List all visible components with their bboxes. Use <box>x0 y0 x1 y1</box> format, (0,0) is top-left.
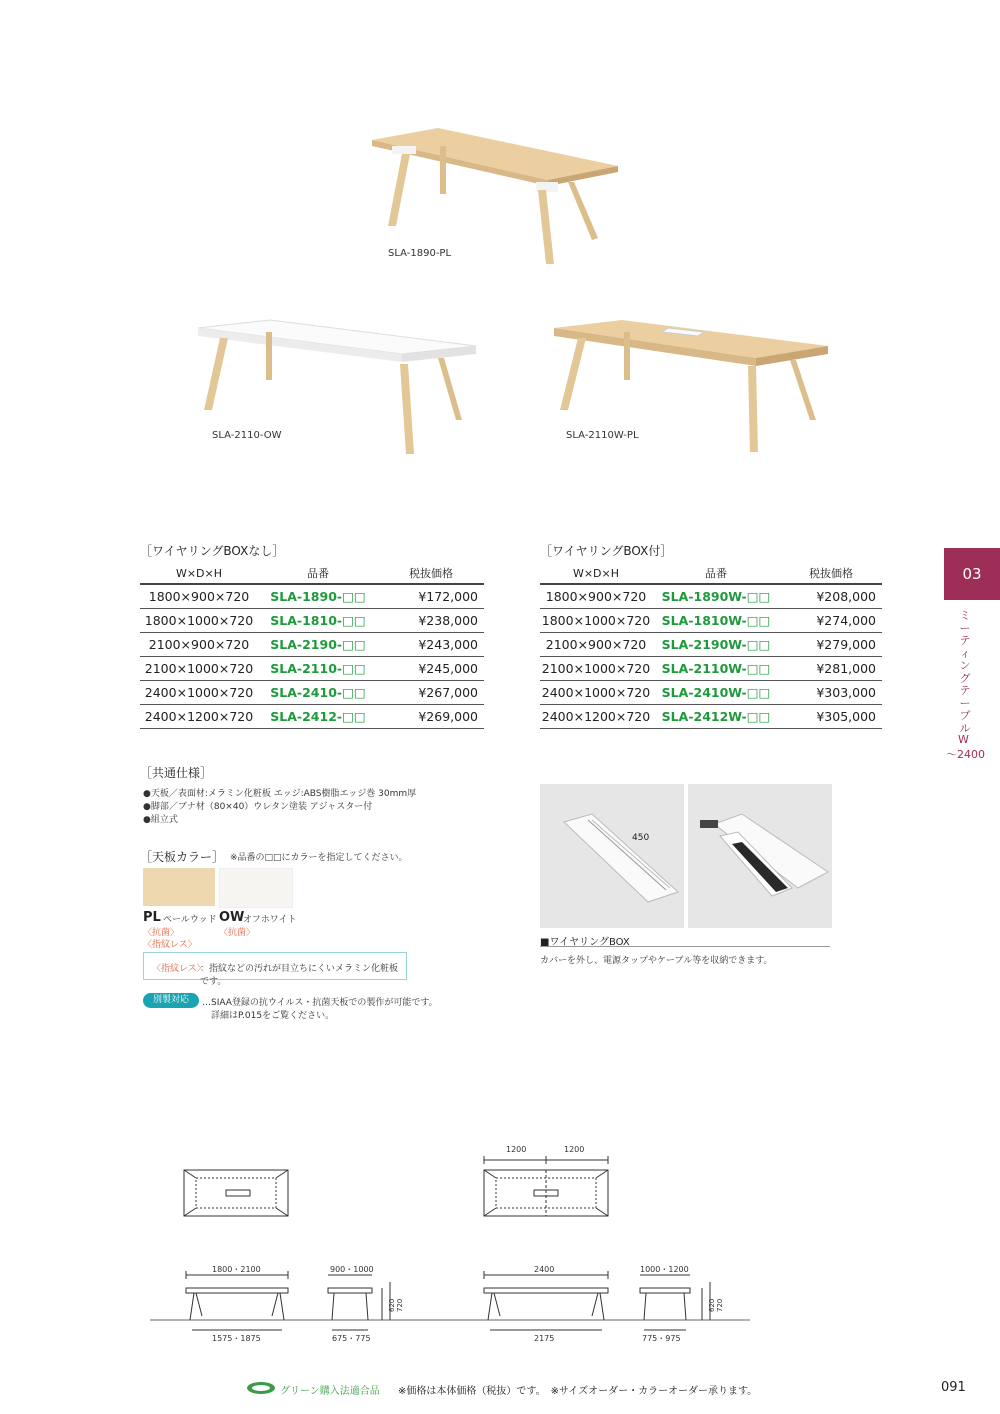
table-row <box>140 633 484 657</box>
wiring-divider <box>540 946 830 947</box>
dim-leg-d-small: 675・775 <box>332 1334 371 1343</box>
color-name-ow: オフホワイト <box>243 915 297 925</box>
product-caption-1: SLA-1890-PL <box>388 248 452 259</box>
chapter-range-w: W <box>958 733 969 746</box>
product-caption-3: SLA-2110W-PL <box>566 430 639 441</box>
colors-note: ※品番の□□にカラーを指定してください。 <box>230 853 408 863</box>
cell-size: 1800×1000×720 <box>540 609 652 633</box>
color-code-ow: OW <box>219 910 245 925</box>
dim-d-large: 1000・1200 <box>640 1265 689 1274</box>
dim-w-small: 1800・2100 <box>212 1265 261 1274</box>
table-row <box>540 609 882 633</box>
cell-size: 2100×1000×720 <box>140 657 258 681</box>
cell-price: ¥305,000 <box>780 705 882 729</box>
common-spec-title: ［共通仕様］ <box>140 766 213 780</box>
cell-code: SLA-2412W-□□ <box>652 705 780 729</box>
cell-size: 1800×900×720 <box>140 584 258 609</box>
wiring-box-photo-closed <box>540 784 684 928</box>
wiring-box-title: ■ワイヤリングBOX <box>540 937 630 948</box>
dim-h2-large: 720 <box>716 1298 724 1312</box>
spec-item: ●組立式 <box>143 815 178 825</box>
swatch-off-white <box>219 868 293 908</box>
color-ow-sub1: 〈抗菌〉 <box>219 928 256 938</box>
dim-h1-small: 620 <box>388 1298 396 1312</box>
wiring-dimension: 450 <box>632 833 650 843</box>
cell-size: 2400×1200×720 <box>140 705 258 729</box>
chapter-range-val: ～2400 <box>946 748 985 761</box>
col-header-size: W×D×H <box>540 563 652 584</box>
page-number: 091 <box>941 1380 966 1395</box>
cell-size: 2400×1000×720 <box>540 681 652 705</box>
dim-leg-d-large: 775・975 <box>642 1334 681 1343</box>
color-pl-sub1: 〈抗菌〉 <box>143 928 180 938</box>
cell-code: SLA-1890W-□□ <box>652 584 780 609</box>
cell-code: SLA-2410-□□ <box>258 681 378 705</box>
table-image-sla-1890-pl <box>360 118 630 268</box>
color-code-pl: PL <box>143 910 161 925</box>
dim-leg-small: 1575・1875 <box>212 1334 261 1343</box>
col-header-code: 品番 <box>652 563 780 584</box>
cell-size: 2100×1000×720 <box>540 657 652 681</box>
table-right-title: ［ワイヤリングBOX付］ <box>540 544 673 558</box>
cell-price: ¥267,000 <box>378 681 484 705</box>
product-caption-2: SLA-2110-OW <box>212 430 282 441</box>
dim-top-1: 1200 <box>506 1145 527 1154</box>
col-header-price: 税抜価格 <box>378 563 484 584</box>
cell-code: SLA-1810-□□ <box>258 609 378 633</box>
dimension-drawings <box>150 1140 760 1350</box>
cell-size: 2400×1200×720 <box>540 705 652 729</box>
fingerprint-note-box <box>143 952 407 987</box>
fingerprint-label: 〈指紋レス〉 <box>152 964 206 974</box>
table-row <box>540 681 882 705</box>
fingerprint-text: ：指紋などの汚れが目立ちにくいメラミン化粧板です。 <box>200 964 399 987</box>
col-header-size: W×D×H <box>140 563 258 584</box>
dim-h1-large: 620 <box>708 1298 716 1312</box>
dim-leg-large: 2175 <box>534 1334 555 1343</box>
dim-h2-small: 720 <box>396 1298 404 1312</box>
price-table-with-box <box>540 563 882 729</box>
dim-w-large: 2400 <box>534 1265 555 1274</box>
colors-title: ［天板カラー］ <box>140 850 225 864</box>
spec-item: ●脚部／ブナ材（80×40）ウレタン塗装 アジャスター付 <box>143 802 373 812</box>
footer-note: ※価格は本体価格（税抜）です。 ※サイズオーダー・カラーオーダー承ります。 <box>398 1386 758 1397</box>
cell-price: ¥172,000 <box>378 584 484 609</box>
cell-price: ¥281,000 <box>780 657 882 681</box>
green-purchase-label: グリーン購入法適合品 <box>280 1386 380 1397</box>
table-row <box>140 657 484 681</box>
cell-code: SLA-2190W-□□ <box>652 633 780 657</box>
swatch-pale-wood <box>143 868 215 906</box>
cell-code: SLA-2110W-□□ <box>652 657 780 681</box>
table-row <box>540 584 882 609</box>
chapter-category: ミーティングテーブル <box>959 609 971 735</box>
table-row <box>540 705 882 729</box>
cell-size: 2100×900×720 <box>140 633 258 657</box>
table-row <box>140 609 484 633</box>
cell-price: ¥238,000 <box>378 609 484 633</box>
table-left-title: ［ワイヤリングBOXなし］ <box>140 544 285 558</box>
dim-top-2: 1200 <box>564 1145 585 1154</box>
table-row <box>540 633 882 657</box>
table-row <box>140 705 484 729</box>
wiring-box-desc: カバーを外し、電源タップやケーブル等を収納できます。 <box>540 956 773 966</box>
price-table-without-box <box>140 563 484 729</box>
col-header-price: 税抜価格 <box>780 563 882 584</box>
cell-price: ¥303,000 <box>780 681 882 705</box>
wiring-box-photo-open <box>688 784 832 928</box>
table-row <box>140 584 484 609</box>
custom-line2: 詳細はP.015をご覧ください。 <box>211 1011 335 1021</box>
cell-price: ¥274,000 <box>780 609 882 633</box>
cell-code: SLA-1890-□□ <box>258 584 378 609</box>
cell-code: SLA-1810W-□□ <box>652 609 780 633</box>
dim-d-small: 900・1000 <box>330 1265 374 1274</box>
custom-line1: …SIAA登録の抗ウイルス・抗菌天板での製作が可能です。 <box>202 998 438 1008</box>
spec-item: ●天板／表面材:メラミン化粧板 エッジ:ABS樹脂エッジ巻 30mm厚 <box>143 789 417 799</box>
cell-code: SLA-2190-□□ <box>258 633 378 657</box>
cell-size: 2400×1000×720 <box>140 681 258 705</box>
color-pl-sub2: 〈指紋レス〉 <box>143 940 197 950</box>
cell-price: ¥243,000 <box>378 633 484 657</box>
cell-size: 1800×900×720 <box>540 584 652 609</box>
cell-price: ¥245,000 <box>378 657 484 681</box>
cell-size: 2100×900×720 <box>540 633 652 657</box>
table-row <box>540 657 882 681</box>
cell-price: ¥279,000 <box>780 633 882 657</box>
table-row <box>140 681 484 705</box>
col-header-code: 品番 <box>258 563 378 584</box>
cell-price: ¥208,000 <box>780 584 882 609</box>
cell-code: SLA-2412-□□ <box>258 705 378 729</box>
custom-badge: 別製対応 <box>143 993 199 1008</box>
cell-size: 1800×1000×720 <box>140 609 258 633</box>
cell-code: SLA-2410W-□□ <box>652 681 780 705</box>
green-purchase-logo <box>246 1381 276 1395</box>
chapter-tab: 03 <box>944 548 1000 600</box>
cell-code: SLA-2110-□□ <box>258 657 378 681</box>
cell-price: ¥269,000 <box>378 705 484 729</box>
color-name-pl: ペールウッド <box>163 915 217 925</box>
